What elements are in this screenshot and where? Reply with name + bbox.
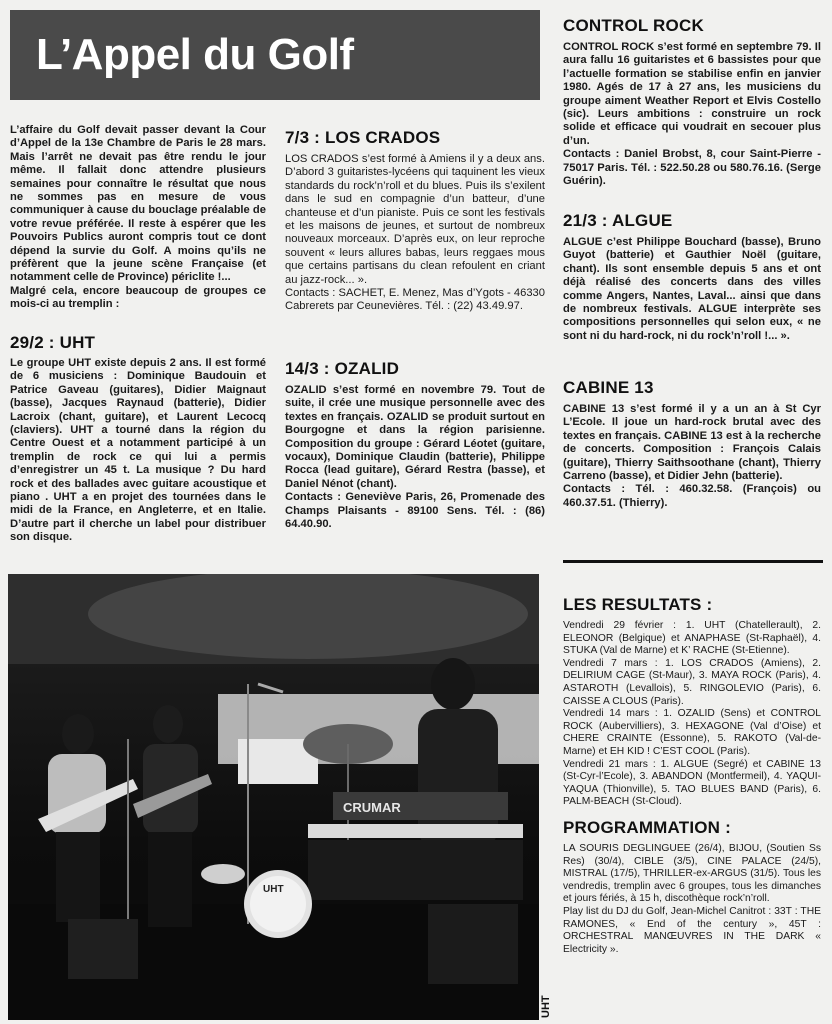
keyboard-stand <box>308 840 523 900</box>
intro-paragraph-2: Malgré cela, encore beaucoup de groupes ce mois-ci au tremplin : <box>10 284 266 311</box>
crados-body <box>285 153 545 314</box>
results-list <box>563 620 821 809</box>
concert-photo <box>8 574 539 1020</box>
musician-left-head <box>62 714 94 754</box>
uht-heading: 29/2 : UHT <box>10 333 96 352</box>
page-title-banner <box>10 10 540 100</box>
musician-left-legs <box>56 832 100 922</box>
crados-contact: Contacts : SACHET, E. Menez, Mas d’Ygots - 46330 Cabrerets par Ceunevières. Tél. : (22) 43.49.97. <box>285 287 545 313</box>
keyboardist-head <box>431 658 475 710</box>
ozalid-heading: 14/3 : OZALID <box>285 359 400 378</box>
results-line: Vendredi 7 mars : 1. LOS CRADOS (Amiens), 2. DELIRIUM CAGE (St-Maur), 3. MAYA ROCK (Paris), 4. ASTAROTH (Levallois), 5. RINGOLEVIO (Paris), 6. CAISSE A CLOUS (Paris). <box>563 657 821 707</box>
cabine-contact: Contacts : Tél. : 460.32.58. (François) ou 460.37.51. (Thierry). <box>563 483 821 509</box>
results-heading: LES RESULTATS : <box>563 595 713 614</box>
keyboard-keys <box>308 824 523 838</box>
playlist-text: Play list du DJ du Golf, Jean-Michel Canitrot : 33T : THE RAMONES, « End of the century », 45T : ORCHESTRAL MANŒUVRES IN THE DARK « Electricity ». <box>563 905 821 955</box>
programmation-text: LA SOURIS DEGLINGUEE (26/4), BIJOU, (Soutien Ss Res) (30/4), CIBLE (3/5), CINE PALACE (24/5), MISTRAL (17/5), THRILLER-ex-ARGUS (31/5). Tous les vendredis, tremplin avec 6 groupes, tous les dimanches et jours fériés, à 15 h, discothèque rock’n’roll. <box>563 843 821 905</box>
cabine-body <box>563 403 821 510</box>
microphone <box>258 684 283 692</box>
cabine-heading: CABINE 13 <box>563 378 654 397</box>
control-rock-contact: Contacts : Daniel Brobst, 8, cour Saint-Pierre - 75017 Paris. Tél. : 522.50.28 ou 580.76.16. (Serge Guérin). <box>563 148 821 188</box>
intro-text <box>10 124 266 312</box>
concert-photo-illustration <box>8 574 539 1020</box>
results-line: Vendredi 29 février : 1. UHT (Chatellerault), 2. ELEONOR (Belgique) et ANAPHASE (St-Raphaël), 4. STUKA (Val de Marne) et K’ RACHE (St-Etienne). <box>563 620 821 657</box>
amplifier-right <box>428 904 518 984</box>
section-divider <box>563 560 823 563</box>
amplifier-left <box>68 919 138 979</box>
crados-heading: 7/3 : LOS CRADOS <box>285 128 441 147</box>
results-line: Vendredi 21 mars : 1. ALGUE (Segré) et CABINE 13 (St-Cyr-l’Ecole), 3. ABANDON (Montfermeil), 4. YAQUI-YAQUA (Thionville), 5. TAO BLUES BAND (Paris), 6. PALM-BEACH (St-Cloud). <box>563 758 821 808</box>
photo-caption-text: UHT <box>540 995 552 1018</box>
results-line: Vendredi 14 mars : 1. OZALID (Sens) et CONTROL ROCK (Aubervilliers), 3. HEXAGONE (Val d’Oise) et CHERE CRAINTE (Essonne), 5. RAKOTO (Val-de-Marne) et EH KID ! C’EST COOL (Paris). <box>563 708 821 757</box>
ozalid-body <box>285 384 545 531</box>
tom-drum <box>201 864 245 884</box>
programmation-body <box>563 843 821 956</box>
algue-heading: 21/3 : ALGUE <box>563 211 673 230</box>
cabine-text: CABINE 13 s’est formé il y a un an à St Cyr L’Ecole. Il joue un hard-rock brutal avec des textes en français. CABINE 13 est à la recherche de concerts. Composition : François Calais (guitare), Thierry Saithsoothane (chant), Thierry Carreno (basse), et Didier Jehn (batterie). <box>563 403 821 483</box>
drum-label: UHT <box>263 884 284 895</box>
control-rock-text: CONTROL ROCK s’est formé en septembre 79. Il aura fallu 16 guitaristes et 6 bassistes pour que l’actuelle formation se stabilise enfin en janvier 1980. Agés de 17 à 27 ans, les musiciens du groupe aiment Weather Report et Elvis Costello (sic). Leurs ambitions : construire un rock solide et efficace qui voudrait en secouer plus d’un. <box>563 41 821 147</box>
ozalid-contact: Contacts : Geneviève Paris, 26, Promenade des Champs Plaisants - 89100 Sens. Tél. : (86) 64.40.90. <box>285 491 545 531</box>
uht-body: Le groupe UHT existe depuis 2 ans. Il est formé de 6 musiciens : Dominique Baudouin et Patrice Gaveau (guitares), Didier Maignaut (basse), Jacques Raynaud (batterie), Didier Lacroix (chant, guitare), et Laurent Lecocq (claviers). UHT a tourné dans la région du Centre Ouest et a notamment participé à un tremplin de rock ce qui lui a permis d’enregistrer un 45 t. La musique ? Du hard rock et des ballades avec guitare acoustique et piano . UHT a en projet des tournées dans le midi de la France, en Angleterre, et en Italie. D’autre part il cherche un label pour distribuer son disque. <box>10 357 266 544</box>
photo-caption <box>538 978 554 1024</box>
ozalid-text: OZALID s’est formé en novembre 79. Tout de suite, il crée une musique personnelle avec des textes en français. OZALID se produit surtout en Bourgogne et dans la région parisienne. Composition du groupe : Gérard Léotet (guitare, vocaux), Dominique Claudin (batterie), Philippe Rocca (lead guitare), Gérard Restra (basse), et Daniel Nénot (chant). <box>285 384 545 490</box>
keyboard-brand: CRUMAR <box>343 800 401 815</box>
control-rock-heading: CONTROL ROCK <box>563 16 704 35</box>
programmation-heading: PROGRAMMATION : <box>563 818 731 837</box>
musician-middle-head <box>153 705 183 743</box>
musician-middle-legs <box>148 832 192 927</box>
intro-paragraph: L’affaire du Golf devait passer devant la Cour d’Appel de la 13e Chambre de Paris le 28 mars. Mais l’arrêt ne devait pas être rendu le jour même. Il fallait donc attendre plusieurs semaines pour connaître le résultat que nous ne sommes pas en mesure de vous communiquer à cause du bouclage préalable de votre revue préférée. Il reste à espérer que les Pouvoirs Publics auront compris tout ce dont dépend la survie du Golf. A moins qu’ils ne préfèrent que la jeune scène Française (et notamment celle de Province) périclite !... <box>10 124 266 284</box>
algue-body: ALGUE c’est Philippe Bouchard (basse), Bruno Guyot (batterie) et Gauthier Noël (guitare, chant). Ils sont ensemble depuis 5 ans et ont déjà réalisé des concerts dans des villes comme Angers, Nantes, Laval... ainsi que dans de nombreux festivals. ALGUE interprète ses compositions personnelles qui selon eux, « ne sont ni du hard-rock, ni du rock’n’roll !... ». <box>563 236 821 342</box>
crados-text: LOS CRADOS s’est formé à Amiens il y a deux ans. D’abord 3 guitaristes-lycéens qui taquinent les vieux standards du rock’n’roll et du blues. Puis ils s’exilent dans le sud en compagnie d’un batteur, d’une chanteuse et d’un pianiste. Puis ce sont les festivals et les maisons de jeunes, et surtout de nombreux nouveaux morceaux. D’après eux, on leur reproche souvent « leurs allures babas, leurs reggaes mous que certains partisans du clean refoulent en criant au jazz-rock... ». <box>285 153 545 286</box>
control-rock-body <box>563 41 821 188</box>
page-title: L’Appel du Golf <box>36 30 354 79</box>
